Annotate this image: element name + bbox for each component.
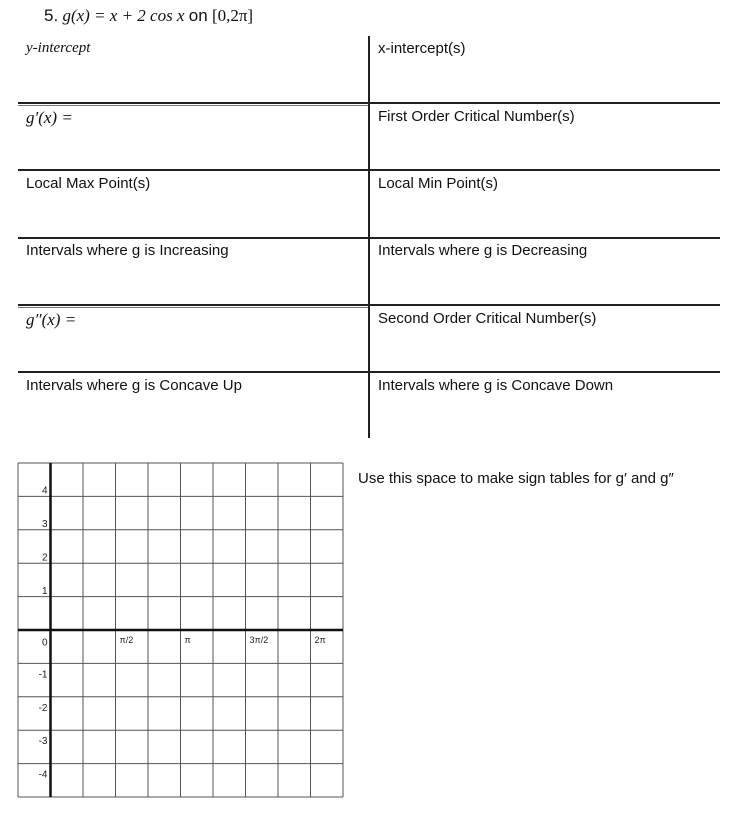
cell-second-order-critical: Second Order Critical Number(s) <box>378 310 597 327</box>
x-tick-label: π <box>184 635 191 645</box>
y-tick-label: -2 <box>38 702 48 714</box>
cell-x-intercepts: x-intercept(s) <box>378 40 466 57</box>
y-tick-label: 2 <box>41 552 48 564</box>
y-tick-label: -4 <box>38 769 48 781</box>
problem-interval: [0,2π] <box>211 6 254 25</box>
grid-lines <box>18 463 343 797</box>
cell-concave-up: Intervals where g is Concave Up <box>26 377 242 394</box>
y-tick-label: -1 <box>38 669 48 681</box>
problem-number: 5. <box>44 6 59 25</box>
problem-on-word: on <box>188 6 208 25</box>
y-tick-label: 0 <box>41 637 48 649</box>
y-tick-label: 1 <box>41 585 48 597</box>
x-tick-label: 2π <box>314 635 326 645</box>
y-tick-label: -3 <box>38 736 48 748</box>
x-tick-label: 3π/2 <box>249 635 269 645</box>
x-tick-label: π/2 <box>119 635 134 645</box>
cell-g-prime: g′(x) = <box>26 108 73 127</box>
cell-y-intercept: y-intercept <box>26 40 91 56</box>
cell-local-min: Local Min Point(s) <box>378 175 499 192</box>
x-axis-labels <box>120 635 326 645</box>
sign-table-note: Use this space to make sign tables for g′ and g″ <box>358 470 674 487</box>
cell-first-order-critical: First Order Critical Number(s) <box>378 108 575 125</box>
y-tick-label: 3 <box>41 519 48 531</box>
cell-g-double-prime: g″(x) = <box>26 310 77 329</box>
cell-concave-down: Intervals where g is Concave Down <box>378 377 614 394</box>
cell-increasing: Intervals where g is Increasing <box>26 242 229 259</box>
cell-local-max: Local Max Point(s) <box>26 175 151 192</box>
cell-decreasing: Intervals where g is Decreasing <box>378 242 588 259</box>
problem-function: g(x) = x + 2 cos x <box>62 6 185 25</box>
y-tick-label: 4 <box>41 485 48 497</box>
